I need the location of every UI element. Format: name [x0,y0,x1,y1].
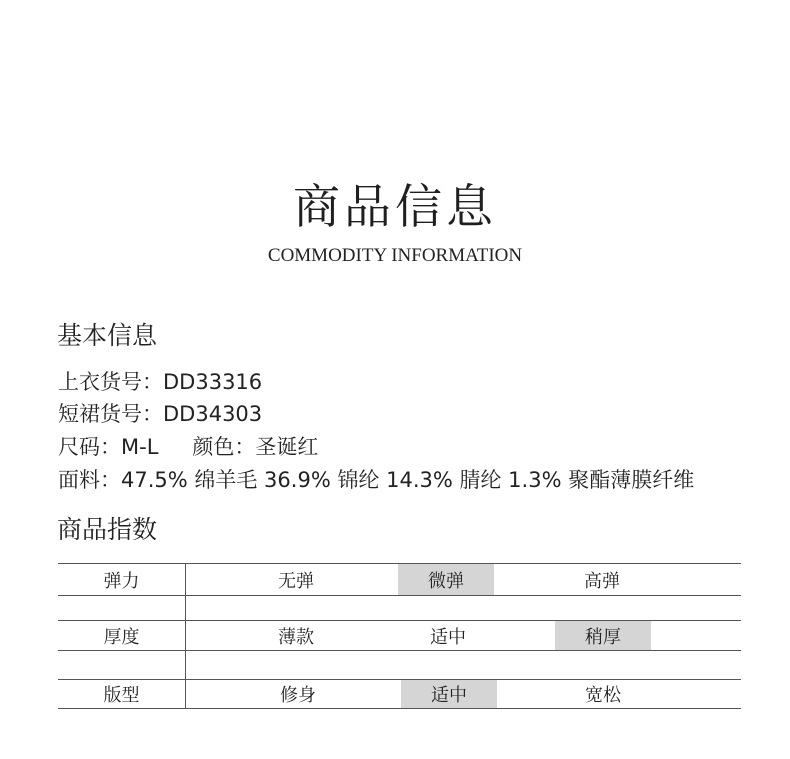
fabric-line [58,465,694,495]
index-row-elasticity [58,563,741,595]
index-row-label: 厚度 [103,626,140,648]
index-option: 适中 [401,680,497,708]
page-title-en: COMMODITY INFORMATION [267,245,523,266]
size-label: 尺码： [58,435,121,459]
index-heading: 商品指数 [57,515,158,544]
index-row-label: 版型 [103,685,140,706]
fabric-label: 面料： [58,468,121,492]
index-option: 稍厚 [555,621,651,650]
basic-info-heading: 基本信息 [57,321,158,350]
index-option: 宽松 [585,685,621,706]
fabric-value: 47.5% 绵羊毛 36.9% 锦纶 14.3% 腈纶 1.3% 聚酯薄膜纤维 [121,468,695,492]
index-row-thickness [58,620,741,650]
size-color-line [58,432,318,462]
index-option: 薄款 [278,626,314,648]
index-table [58,563,741,709]
index-option: 微弹 [398,564,494,595]
index-option: 高弹 [584,570,620,592]
top-code-label: 上衣货号： [58,370,163,394]
index-option: 适中 [430,626,466,648]
index-row-fit [58,679,741,709]
index-row-label: 弹力 [103,570,140,592]
color-value: 圣诞红 [255,435,319,459]
top-code-line [58,367,262,397]
index-option: 修身 [280,685,316,706]
skirt-code-value: DD34303 [163,402,263,426]
skirt-code-label: 短裙货号： [58,402,163,426]
index-spacer-row [58,595,741,620]
size-value: M-L [121,435,159,459]
color-label: 颜色： [192,435,256,459]
index-spacer-row [58,650,741,679]
skirt-code-line [58,399,262,429]
page-title-cn: 商品信息 [293,180,497,235]
index-option: 无弹 [278,570,314,592]
top-code-value: DD33316 [163,370,263,394]
